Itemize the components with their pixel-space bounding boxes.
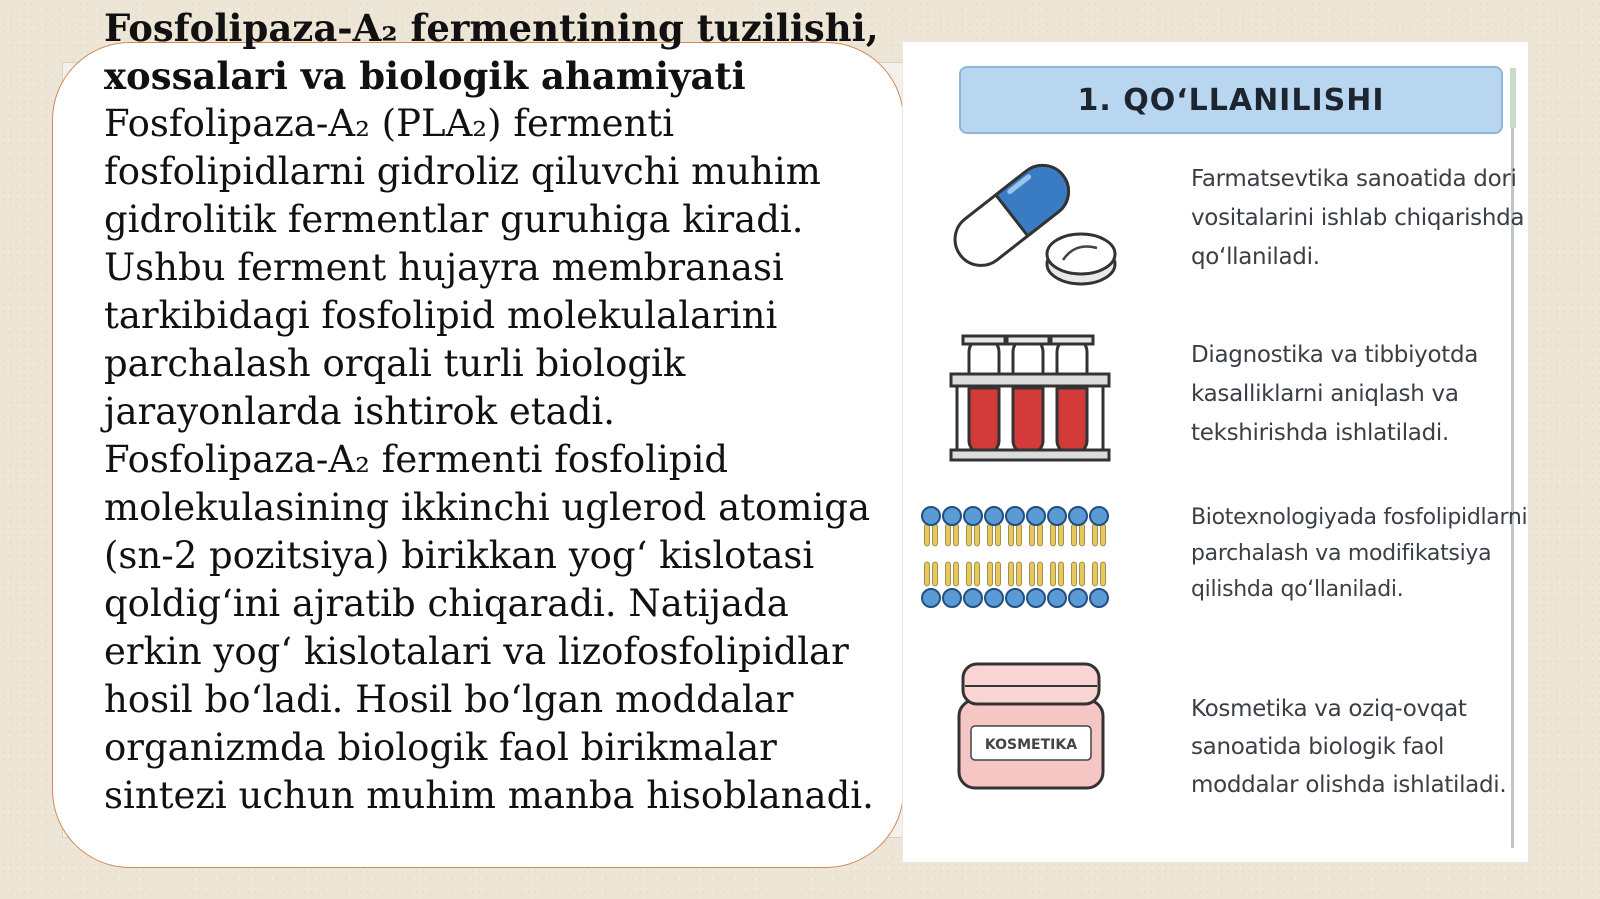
panel-edge-accent bbox=[1510, 68, 1516, 128]
slide-title: Fosfolipaza-A₂ fermentining tuzilishi, xossalari va biologik ahamiyati bbox=[104, 6, 879, 98]
usage-item-biotech bbox=[933, 494, 1528, 634]
text-block bbox=[104, 4, 884, 820]
test-tubes-icon bbox=[933, 326, 1123, 466]
usage-text-diagnostics: Diagnostika va tibbiyotda kasalliklarni aniqlash va tekshirishda ishlatiladi. bbox=[1191, 342, 1479, 446]
usage-text-pharma: Farmatsevtika sanoatida dori vositalarini ishlab chiqarishda qo‘llaniladi. bbox=[1191, 166, 1525, 270]
usage-item-cosmetics bbox=[933, 660, 1513, 800]
usage-text-cosmetics: Kosmetika va oziq-ovqat sanoatida biologik faol moddalar olishda ishlatiladi. bbox=[1191, 696, 1507, 798]
jar-label: KOSMETIKA bbox=[984, 737, 1078, 753]
capsule-pill-icon bbox=[933, 150, 1123, 290]
usage-text-biotech: Biotexnologiyada fosfolipidlarni parchalash va modifikatsiya qilishda qo‘llaniladi. bbox=[1191, 505, 1528, 602]
body-paragraph-1: Fosfolipaza-A₂ (PLA₂) fermenti fosfolipidlarni gidroliz qiluvchi muhim gidrolitik fermentlar guruhiga kiradi. Ushbu ferment hujayra membranasi tarkibidagi fosfolipid molekulalarini parchalash orqali turli biologik jarayonlarda ishtirok etadi. bbox=[104, 102, 821, 433]
application-infographic bbox=[903, 42, 1528, 862]
section-header: 1. QO‘LLANILISHI bbox=[959, 66, 1503, 134]
lipid-bilayer-icon bbox=[933, 494, 1123, 634]
body-paragraph-2: Fosfolipaza-A₂ fermenti fosfolipid molekulasining ikkinchi uglerod atomiga (sn-2 pozitsiya) birikkan yog‘ kislotasi qoldig‘ini ajratib chiqaradi. Natijada erkin yog‘ kislotalari va lizofosfolipidlar hosil bo‘ladi. Hosil bo‘lgan moddalar organizmda biologik faol birikmalar sintezi uchun muhim manba hisoblanadi. bbox=[104, 438, 874, 817]
usage-item-pharma bbox=[933, 150, 1525, 290]
cosmetic-jar-icon bbox=[933, 660, 1123, 800]
usage-item-diagnostics bbox=[933, 326, 1513, 466]
